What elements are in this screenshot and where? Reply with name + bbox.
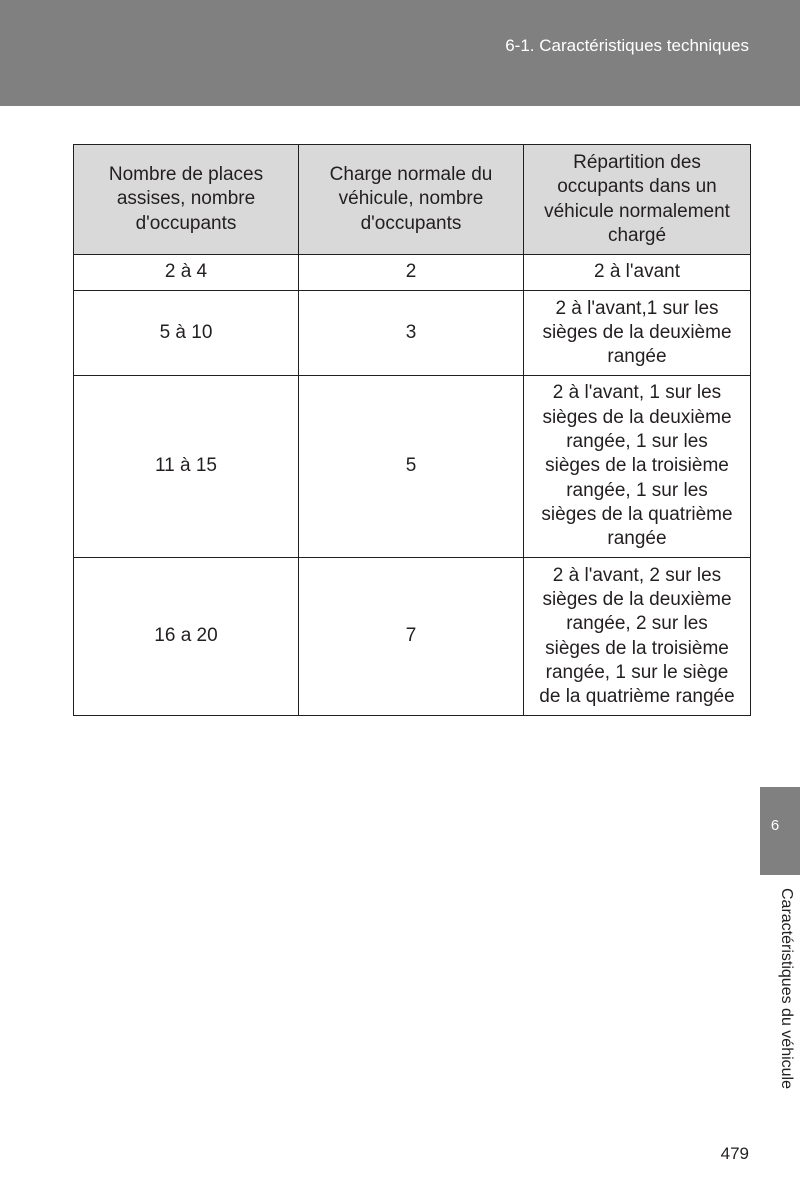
cell-seating: 16 a 20 bbox=[74, 558, 299, 716]
column-header-distribution: Répartition des occupants dans un véhicule normalement chargé bbox=[524, 145, 751, 255]
cell-distribution: 2 à l'avant, 1 sur les sièges de la deuxième rangée, 1 sur les sièges de la troisième rangée, 1 sur les sièges de la quatrième rangée bbox=[524, 376, 751, 558]
table-row bbox=[74, 376, 751, 558]
table-row bbox=[74, 291, 751, 376]
cell-seating: 2 à 4 bbox=[74, 255, 299, 291]
table-row bbox=[74, 558, 751, 716]
cell-occupants: 2 bbox=[299, 255, 524, 291]
header-band bbox=[0, 0, 800, 106]
cell-seating: 11 à 15 bbox=[74, 376, 299, 558]
chapter-tab[interactable] bbox=[760, 787, 800, 875]
occupancy-table bbox=[73, 144, 751, 716]
table-row bbox=[74, 255, 751, 291]
cell-occupants: 3 bbox=[299, 291, 524, 376]
chapter-number: 6 bbox=[770, 817, 780, 834]
cell-seating: 5 à 10 bbox=[74, 291, 299, 376]
page-number: 479 bbox=[720, 1144, 749, 1163]
cell-occupants: 7 bbox=[299, 558, 524, 716]
section-title: 6-1. Caractéristiques techniques bbox=[505, 36, 749, 55]
chapter-label: Caractéristiques du véhicule bbox=[778, 888, 795, 1089]
table-header-row bbox=[74, 145, 751, 255]
cell-distribution: 2 à l'avant, 2 sur les sièges de la deuxième rangée, 2 sur les sièges de la troisième rangée, 1 sur le siège de la quatrième rangée bbox=[524, 558, 751, 716]
cell-distribution: 2 à l'avant,1 sur les sièges de la deuxième rangée bbox=[524, 291, 751, 376]
column-header-normal-load: Charge normale du véhicule, nombre d'occupants bbox=[299, 145, 524, 255]
cell-distribution: 2 à l'avant bbox=[524, 255, 751, 291]
column-header-seating: Nombre de places assises, nombre d'occupants bbox=[74, 145, 299, 255]
cell-occupants: 5 bbox=[299, 376, 524, 558]
